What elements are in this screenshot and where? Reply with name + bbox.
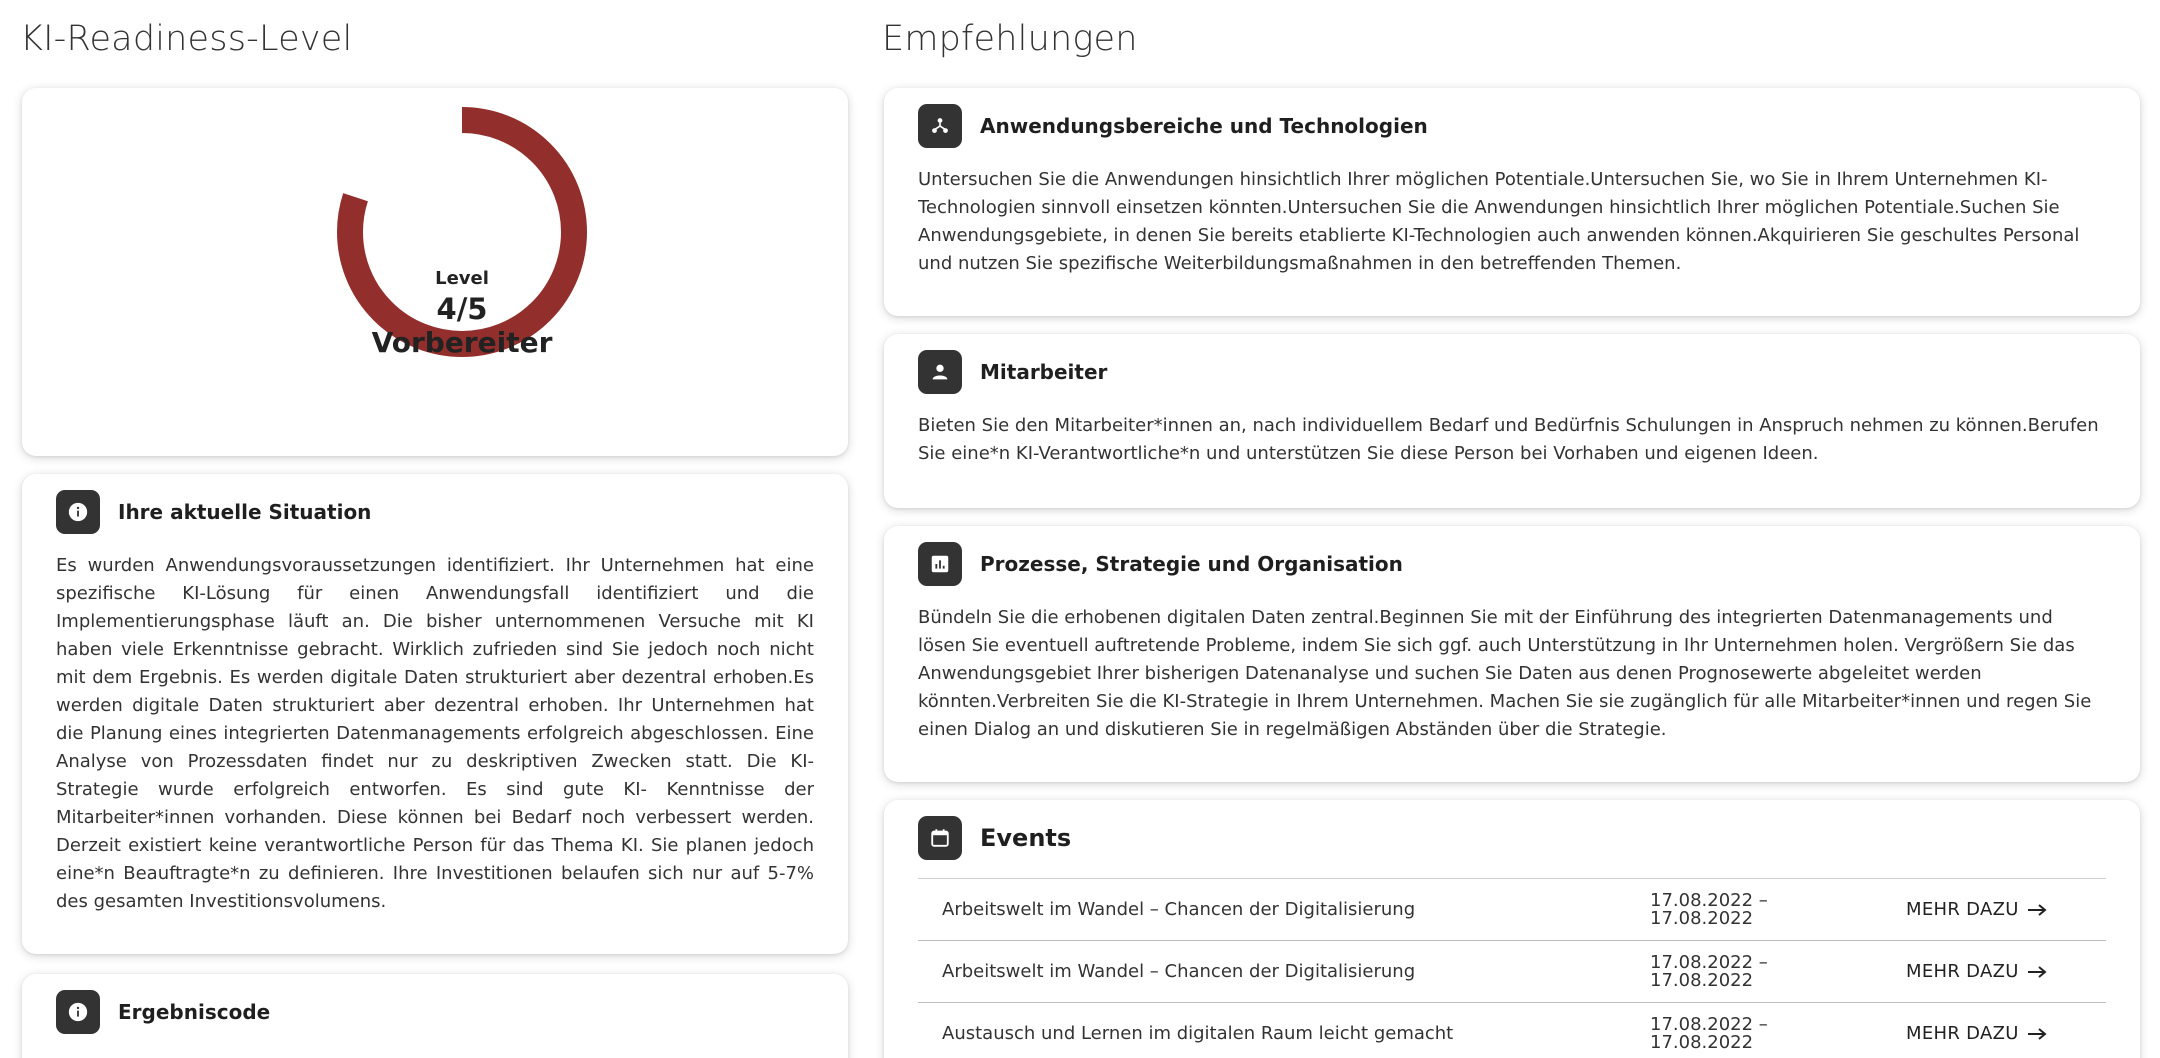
event-title: Arbeitswelt im Wandel – Chancen der Digitalisierung [942, 961, 1416, 982]
gauge-level-name: Vorbereiter [371, 326, 553, 359]
event-date [1650, 951, 1906, 991]
left-column [20, 0, 848, 1024]
event-row [918, 1003, 2106, 1058]
readiness-section-title: KI-Readiness-Level [20, 19, 353, 59]
recommendation-card-employees [884, 334, 2140, 508]
event-row [918, 879, 2106, 941]
arrow-right-icon [2027, 965, 2047, 979]
recommendation-title: Prozesse, Strategie und Organisation [980, 552, 1403, 576]
event-date-from: 17.08.2022 – [1650, 951, 1768, 973]
arrow-right-icon [2027, 903, 2047, 917]
arrow-right-icon [2027, 1027, 2047, 1041]
event-date-to: 17.08.2022 [1650, 907, 1754, 929]
recommendation-text: Untersuchen Sie die Anwendungen hinsichtlich Ihrer möglichen Potentiale.Untersuchen Sie, wo Sie in Ihrem Unternehmen KI-Technologien sinnvoll einsetzen könnten.Untersuchen Sie die Anwendungen hinsichtlich Ihrer möglichen Potentiale.Suchen Sie Anwendungsgebiete, in denen Sie bereits etablierte KI-Technologien auch anwenden können.Akquirieren Sie geschultes Personal und nutzen Sie spezifische Weiterbildungsmaßnahmen in den betreffenden Themen. [918, 169, 2080, 274]
calendar-icon [918, 816, 962, 860]
recommendations-section-title: Empfehlungen [882, 19, 1138, 59]
event-date-to: 17.08.2022 [1650, 1031, 1754, 1053]
recommendation-card-header [918, 104, 2106, 148]
info-icon [56, 490, 100, 534]
recommendation-card-technologies [884, 88, 2140, 316]
recommendation-title: Anwendungsbereiche und Technologien [980, 114, 1428, 138]
more-label: MEHR DAZU [1906, 961, 2019, 982]
recommendation-text: Bündeln Sie die erhobenen digitalen Daten zentral.Beginnen Sie mit der Einführung des integrierten Datenmanagements und lösen Sie eventuell auftretende Probleme, indem Sie sich ggf. auch Unterstützung in Ihr Unternehmen holen. Vergrößern Sie das Anwendungsgebiet Ihrer bisherigen Datenanalyse und suchen Sie Daten aus denen Prognosewerte abgeleitet werden könnten.Verbreiten Sie die KI-Strategie in Ihrem Unternehmen. Machen Sie sie zugänglich für alle Mitarbeiter*innen und regen Sie einen Dialog an und diskutieren Sie in regelmäßigen Abständen über die Strategie. [918, 607, 2092, 740]
ergebnis-card [22, 974, 848, 1058]
ergebnis-title: Ergebniscode [118, 1000, 271, 1024]
event-more-link[interactable] [1906, 899, 2047, 920]
recommendation-text: Bieten Sie den Mitarbeiter*innen an, nach individuellem Bedarf und Bedürfnis Schulungen in Anspruch nehmen zu können.Berufen Sie eine*n KI-Verantwortliche*n und unterstützen Sie diese Person bei Vorhaben und eigenen Ideen. [918, 415, 2099, 464]
ergebnis-card-header [56, 990, 814, 1034]
gauge-text [332, 102, 592, 362]
gauge-label: Level [435, 268, 489, 289]
event-title: Arbeitswelt im Wandel – Chancen der Digitalisierung [942, 899, 1416, 920]
situation-card [22, 474, 848, 954]
event-more-link[interactable] [1906, 961, 2047, 982]
recommendation-card-header [918, 350, 2106, 394]
event-date-to: 17.08.2022 [1650, 969, 1754, 991]
event-title: Austausch und Lernen im digitalen Raum leicht gemacht [942, 1023, 1454, 1044]
event-more-link[interactable] [1906, 1023, 2047, 1044]
situation-title: Ihre aktuelle Situation [118, 500, 372, 524]
info-icon [56, 990, 100, 1034]
situation-text: Es wurden Anwendungsvoraussetzungen identifiziert. Ihr Unternehmen hat eine spezifische KI-Lösung für einen Anwendungsfall identifiziert und die Implementierungsphase läuft an. Die bisher unternommenen Versuche mit KI haben viele Erkenntnisse gebracht. Wirklich zufrieden sind Sie jedoch noch nicht mit dem Ergebnis. Es werden digitale Daten strukturiert aber dezentral erhoben.Es werden digitale Daten strukturiert aber dezentral erhoben. Ihr Unternehmen hat die Planung eines integrierten Datenmanagements erfolgreich abgeschlossen. Eine Analyse von Prozessdaten findet nur zu deskriptiven Zwecken statt. Die KI-Strategie wurde erfolgreich entworfen. Es sind gute KI- Kenntnisse der Mitarbeiter*innen vorhanden. Diese können bei Bedarf noch verbessert werden. Derzeit existiert keine verantwortliche Person für das Thema KI. Sie planen jedoch eine*n Beauftragte*n zu definieren. Ihre Investitionen belaufen sich nur auf 5-7% des gesamten Investitionsvolumens. [56, 555, 814, 912]
events-table [918, 878, 2106, 1058]
event-row [918, 941, 2106, 1003]
hub-icon [918, 104, 962, 148]
event-date-from: 17.08.2022 – [1650, 889, 1768, 911]
event-date-from: 17.08.2022 – [1650, 1013, 1768, 1035]
recommendation-card-processes [884, 526, 2140, 782]
more-label: MEHR DAZU [1906, 899, 2019, 920]
situation-card-header [56, 490, 814, 534]
event-date [1650, 1013, 1906, 1053]
recommendation-card-header [918, 542, 2106, 586]
bar-chart-icon [918, 542, 962, 586]
event-date [1650, 889, 1906, 929]
events-card [884, 800, 2140, 1058]
recommendation-title: Mitarbeiter [980, 360, 1108, 384]
more-label: MEHR DAZU [1906, 1023, 2019, 1044]
person-icon [918, 350, 962, 394]
right-column [882, 0, 2140, 1053]
gauge-level-value: 4/5 [436, 292, 488, 326]
level-card [22, 88, 848, 456]
events-card-header [918, 816, 2106, 860]
events-title: Events [980, 824, 1072, 852]
